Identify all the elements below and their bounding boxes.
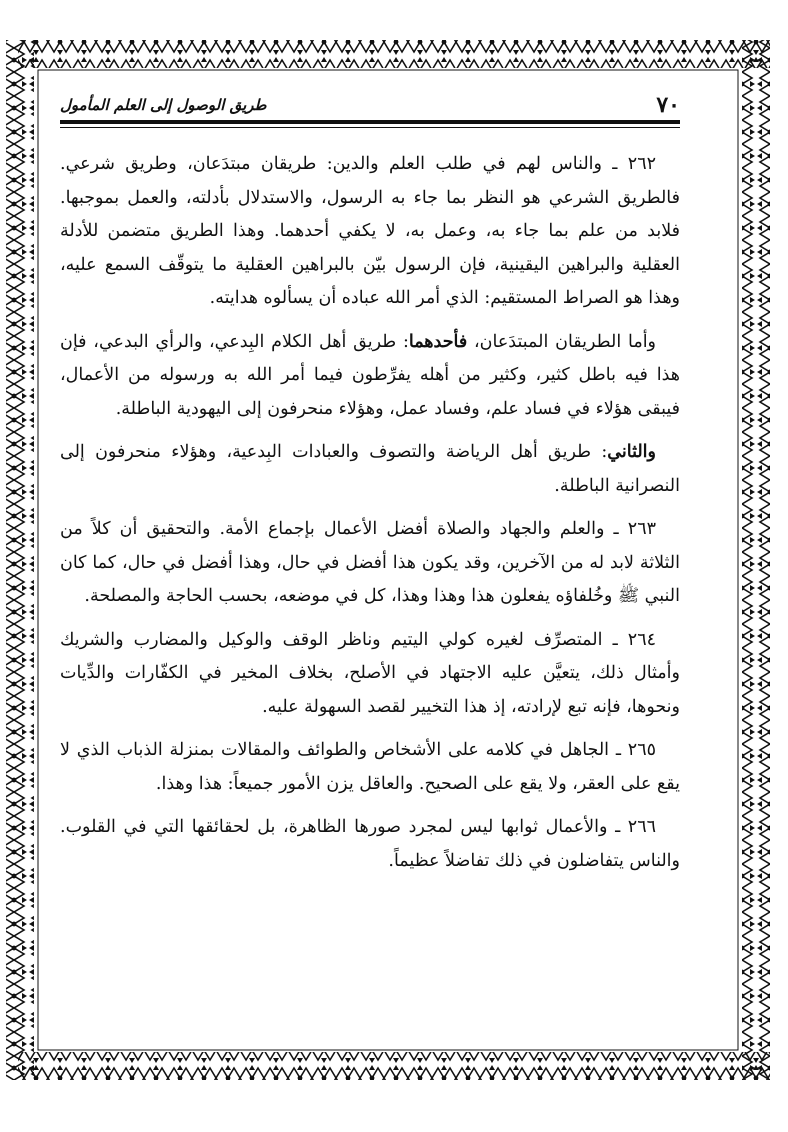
paragraph-264: ٢٦٤ ـ المتصرِّف لغيره كولي اليتيم وناظر الوقف والوكيل والمضارب والشريك وأمثال ذلك، يتعيَّن عليه الاجتهاد في الأصلح، بخلاف المخير في الكفّارات والدِّيات ونحوها، فإنه تبع لإرادته، إذ هذا التخيير لقصد السهولة عليه. (60, 629, 680, 717)
bold-term-second: والثاني (607, 442, 656, 462)
page-content (60, 80, 680, 1080)
paragraph-266: ٢٦٦ ـ والأعمال ثوابها ليس لمجرد صورها الظاهرة، بل لحقائقها التي في القلوب. والناس يتفاضلون في ذلك تفاضلاً عظيماً. (60, 817, 680, 871)
body-text (60, 148, 680, 888)
paragraph-lead: وأما الطريقان المبتدَعان، (467, 331, 657, 352)
header-rule-thin (60, 127, 680, 128)
paragraph-innovated-ways (60, 326, 680, 427)
header-rule-thick (60, 120, 680, 124)
running-title: طريق الوصول إلى العلم المأمول (60, 96, 267, 114)
bold-term-first: فأحدهما (408, 331, 468, 352)
page-header (60, 88, 680, 118)
paragraph-263: ٢٦٣ ـ والعلم والجهاد والصلاة أفضل الأعمال بإجماع الأمة. والتحقيق أن كلاً من الثلاثة لابد له من الآخرين، وقد يكون هذا أفضل في حال، وهذا أفضل في حال، كما كان النبي ﷺ وخُلفاؤه يفعلون هذا وهذا وهذا، كل في موضعه، بحسب الحاجة والمصلحة. (60, 519, 680, 606)
paragraph-rest: : طريق أهل الرياضة والتصوف والعبادات البِدعية، وهؤلاء منحرفون إلى النصرانية الباطلة. (60, 442, 680, 496)
paragraph-262: ٢٦٢ ـ والناس لهم في طلب العلم والدين: طريقان مبتدَعان، وطريق شرعي. فالطريق الشرعي هو النظر بما جاء به الرسول، والاستدلال بأدلته، والعمل بموجبها. فلابد من علم بما جاء به، وعمل به، لا يكفي أحدهما. وهذا الطريق متضمن للأدلة العقلية والبراهين اليقينية، فإن الرسول بيّن بالبراهين العقلية ما يتوقّف السمع عليه، وهذا هو الصراط المستقيم: الذي أمر الله عباده أن يسألوه هدايته. (60, 154, 680, 308)
paragraph-rest: : طريق أهل الكلام البِدعي، والرأي البدعي، فإن هذا فيه باطل كثير، وكثير من أهله يفرِّطون فيما أمر الله به ورسوله من الأعمال، فيبقى هؤلاء في فساد علم، وفساد عمل، وهؤلاء منحرفون إلى اليهودية الباطلة. (60, 331, 680, 419)
paragraph-second-way (60, 436, 680, 503)
page-number: ٧٠ (656, 92, 680, 118)
paragraph-265: ٢٦٥ ـ الجاهل في كلامه على الأشخاص والطوائف والمقالات بمنزلة الذباب الذي لا يقع على العقر، ولا يقع على الصحيح. والعاقل يزن الأمور جميعاً: هذا وهذا. (60, 740, 680, 794)
